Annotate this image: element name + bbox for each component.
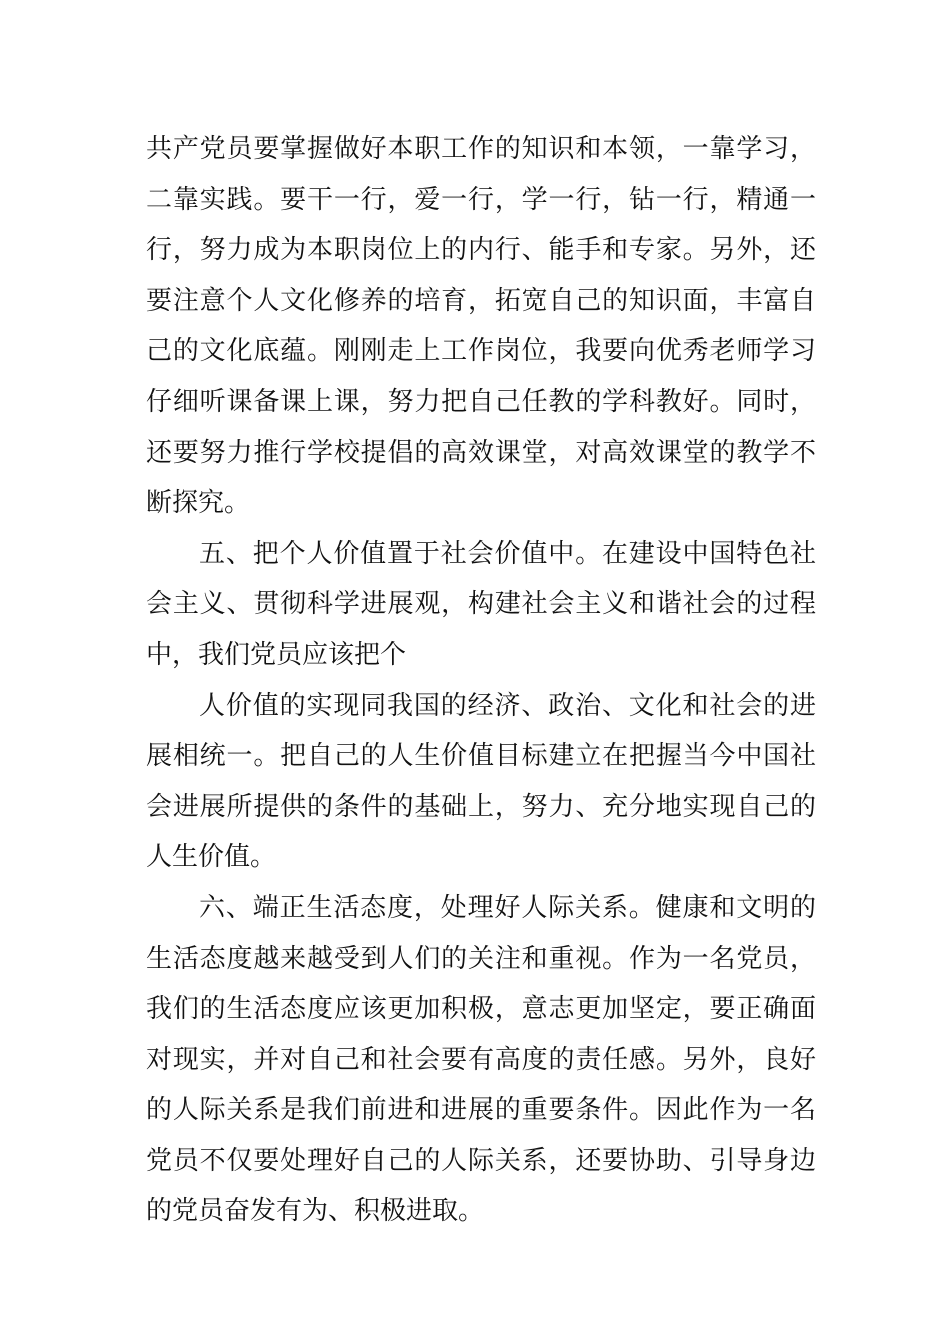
text-line: 六、端正生活态度，处理好人际关系。健康和文明的	[199, 892, 816, 923]
document-body	[146, 124, 816, 1237]
text-line: 断探究。	[146, 488, 251, 519]
text-line: 还要努力推行学校提倡的高效课堂，对高效课堂的教学不	[146, 437, 816, 468]
text-line: 二靠实践。要干一行，爱一行，学一行，钻一行，精通一	[146, 184, 816, 215]
text-line: 生活态度越来越受到人们的关注和重视。作为一名党员，	[146, 943, 816, 974]
text-line: 的人际关系是我们前进和进展的重要条件。因此作为一名	[146, 1095, 816, 1126]
text-line: 要注意个人文化修养的培育，拓宽自己的知识面，丰富自	[146, 285, 816, 316]
text-line: 人生价值。	[146, 842, 277, 873]
text-line: 展相统一。把自己的人生价值目标建立在把握当今中国社	[146, 741, 816, 772]
text-line: 中，我们党员应该把个	[146, 639, 407, 670]
text-line: 人价值的实现同我国的经济、政治、文化和社会的进	[199, 690, 816, 721]
text-line: 己的文化底蕴。刚刚走上工作岗位，我要向优秀老师学习	[146, 336, 816, 367]
text-line: 对现实，并对自己和社会要有高度的责任感。另外，良好	[146, 1044, 816, 1075]
text-line: 会进展所提供的条件的基础上，努力、充分地实现自己的	[146, 791, 816, 822]
text-line: 行，努力成为本职岗位上的内行、能手和专家。另外，还	[146, 235, 816, 266]
text-line: 的党员奋发有为、积极进取。	[146, 1196, 485, 1227]
text-line: 共产党员要掌握做好本职工作的知识和本领，一靠学习，	[146, 134, 816, 164]
text-line: 仔细听课备课上课，努力把自己任教的学科教好。同时，	[146, 386, 816, 417]
text-line: 我们的生活态度应该更加积极，意志更加坚定，要正确面	[146, 994, 816, 1025]
text-line: 党员不仅要处理好自己的人际关系，还要协助、引导身边	[146, 1145, 816, 1176]
text-line: 五、把个人价值置于社会价值中。在建设中国特色社	[199, 538, 816, 569]
text-line: 会主义、贯彻科学进展观，构建社会主义和谐社会的过程	[146, 589, 816, 620]
